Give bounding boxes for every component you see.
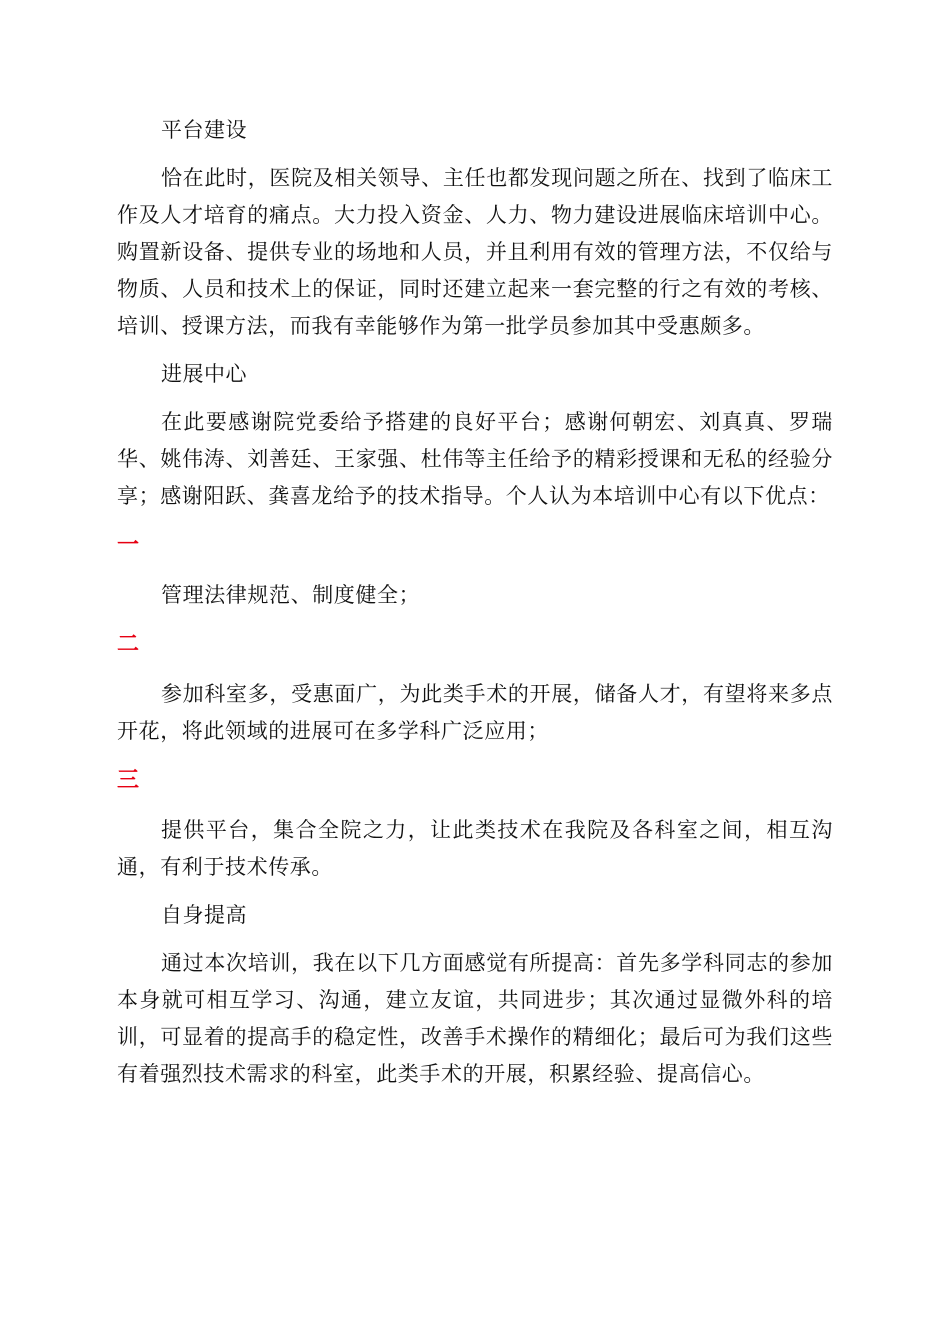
- section-heading-platform: 平台建设: [161, 118, 247, 142]
- point-text-1: 管理法律规范、制度健全；: [161, 583, 421, 607]
- paragraph-center: 在此要感谢院党委给予搭建的良好平台；感谢何朝宏、刘真真、罗瑞华、姚伟涛、刘善廷、王家强、杜伟等主任给予的精彩授课和无私的经验分享；感谢阳跃、龚喜龙给予的技术指导。个人认为本培训中心有以下优点：: [117, 410, 833, 508]
- point-text-2: 参加科室多，受惠面广，为此类手术的开展，储备人才，有望将来多点开花，将此领域的进展可在多学科广泛应用；: [117, 682, 833, 743]
- section-heading-center: 进展中心: [161, 362, 247, 386]
- point-number-3: 三: [117, 768, 140, 793]
- paragraph-improve: 通过本次培训，我在以下几方面感觉有所提高：首先多学科同志的参加本身就可相互学习、沟通，建立友谊，共同进步；其次通过显微外科的培训，可显着的提高手的稳定性，改善手术操作的精细化；最后可为我们这些有着强烈技术需求的科室，此类手术的开展，积累经验、提高信心。: [117, 951, 833, 1086]
- point-number-2: 二: [117, 632, 140, 657]
- paragraph-platform: 恰在此时，医院及相关领导、主任也都发现问题之所在、找到了临床工作及人才培育的痛点。大力投入资金、人力、物力建设进展临床培训中心。购置新设备、提供专业的场地和人员，并且利用有效的管理方法，不仅给与物质、人员和技术上的保证，同时还建立起来一套完整的行之有效的考核、培训、授课方法，而我有幸能够作为第一批学员参加其中受惠颇多。: [117, 166, 833, 338]
- document-page: [117, 112, 833, 1104]
- point-text-3: 提供平台，集合全院之力，让此类技术在我院及各科室之间，相互沟通，有利于技术传承。: [117, 818, 833, 879]
- point-number-1: 一: [117, 533, 140, 558]
- section-heading-improve: 自身提高: [161, 903, 247, 927]
